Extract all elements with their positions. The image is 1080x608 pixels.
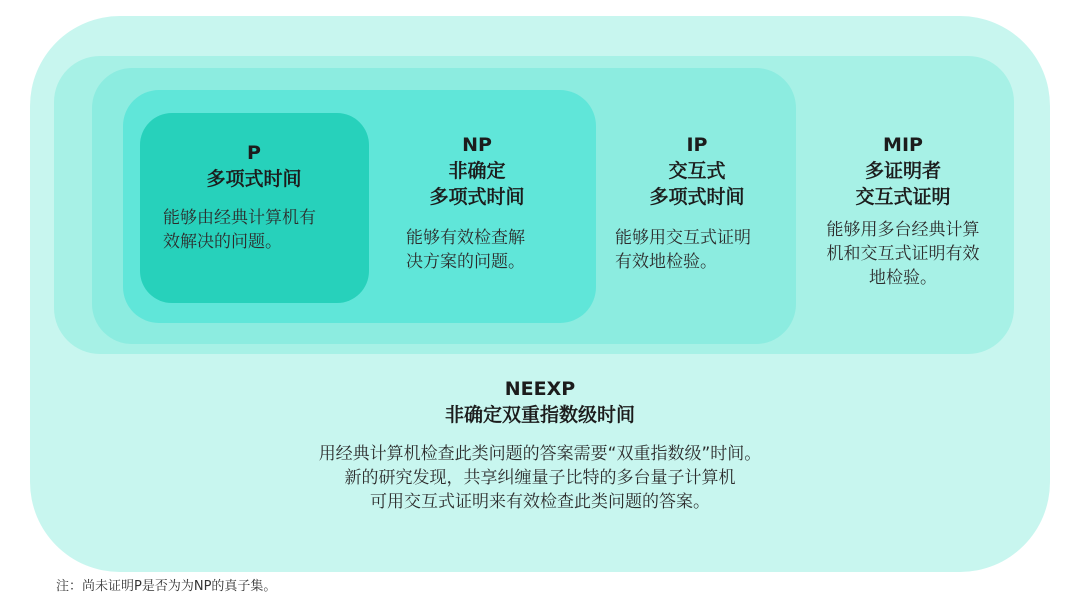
ip-description: 能够用交互式证明 有效地检验。	[615, 228, 751, 272]
footnote: 注：尚未证明P是否为为NP的真子集。	[56, 579, 277, 594]
mip-description: 能够用多台经典计算 机和交互式证明有效 地检验。	[826, 220, 980, 288]
np-title: NP 非确定 多项式时间	[429, 134, 525, 208]
np-description: 能够有效检查解 决方案的问题。	[406, 228, 525, 272]
neexp-title: NEEXP 非确定双重指数级时间	[444, 378, 636, 426]
neexp-description: 用经典计算机检查此类问题的答案需要“双重指数级”时间。 新的研究发现，共享纠缠量子比特的多台量子计算机 可用交互式证明来有效检查此类问题的答案。	[318, 444, 762, 512]
ip-title: IP 交互式 多项式时间	[649, 134, 745, 208]
p-title: P 多项式时间	[206, 142, 302, 190]
p-description: 能够由经典计算机有 效解决的问题。	[163, 208, 316, 252]
mip-title: MIP 多证明者 交互式证明	[855, 134, 951, 208]
